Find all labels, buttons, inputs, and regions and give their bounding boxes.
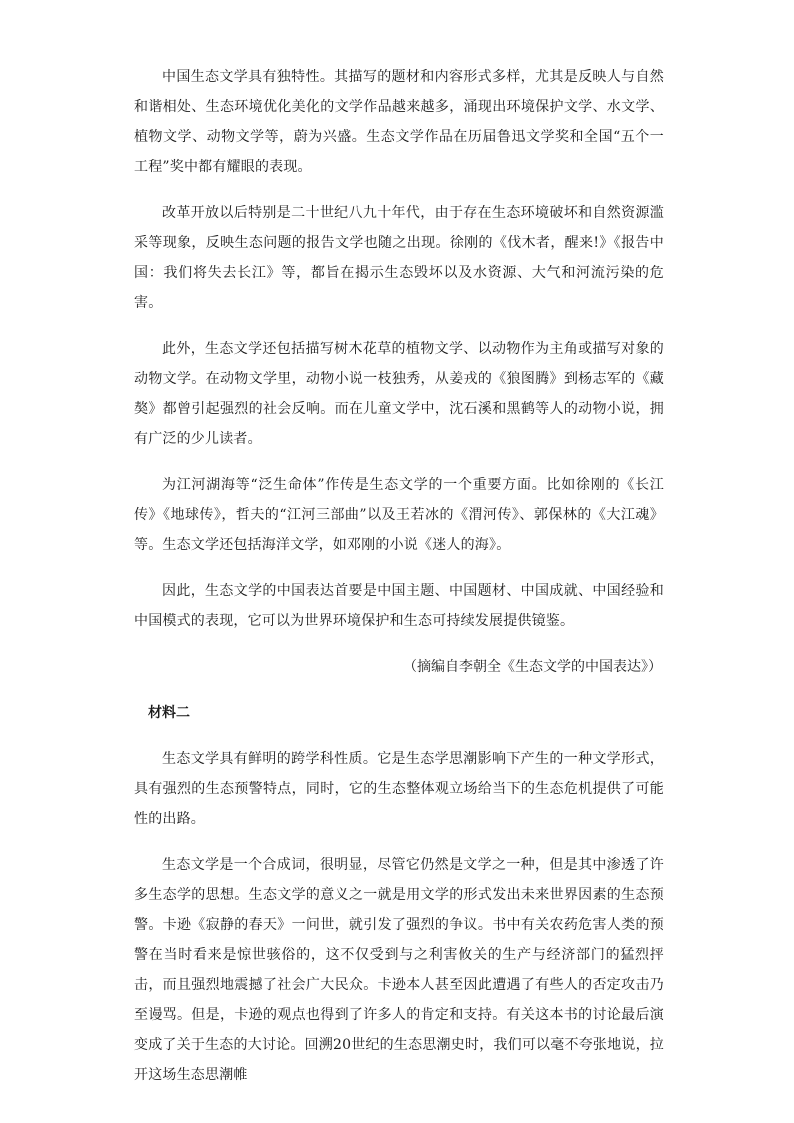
paragraph: 因此，生态文学的中国表达首要是中国主题、中国题材、中国成就、中国经验和中国模式的表现，它可以为世界环境保护和生态可持续发展提供镜鉴。 [134, 583, 664, 629]
paragraph: 生态文学是一个合成词，很明显，尽管它仍然是文学之一种，但是其中渗透了许多生态学的思想。生态文学的意义之一就是用文学的形式发出未来世界因素的生态预警。卡逊《寂静的春天》一问世，就引发了强烈的争议。书中有关农药危害人类的预警在当时看来是惊世骇俗的，这不仅受到与之利害攸关的生产与经济部门的猛烈抨击，而且强烈地震撼了社会广大民众。卡逊本人甚至因此遭遇了有些人的否定攻击乃至谩骂。但是，卡逊的观点也得到了许多人的肯定和支持。有关这本书的讨论最后演变成了关于生态的大讨论。回溯20世纪的生态思潮史时，我们可以毫不夸张地说，拉开这场生态思潮帷 [134, 857, 664, 1083]
paragraph: 为江河湖海等“泛生命体”作传是生态文学的一个重要方面。比如徐刚的《长江传》《地球传》，哲夫的“江河三部曲”以及王若冰的《渭河传》、郭保林的《大江魂》等。生态文学还包括海洋文学，如邓刚的小说《迷人的海》。 [134, 477, 664, 553]
source-citation: （摘编自李朝全《生态文学的中国表达》） [403, 659, 662, 675]
paragraph: 改革开放以后特别是二十世纪八九十年代，由于存在生态环境破坏和自然资源滥采等现象，反映生态问题的报告文学也随之出现。徐刚的《伐木者，醒来!》《报告中国：我们将失去长江》等，都旨在揭示生态毁坏以及水资源、大气和河流污染的危害。 [134, 205, 664, 311]
paragraph: 中国生态文学具有独特性。其描写的题材和内容形式多样，尤其是反映人与自然和谐相处、生态环境优化美化的文学作品越来越多，涌现出环境保护文学、水文学、植物文学、动物文学等，蔚为兴盛。生态文学作品在历届鲁迅文学奖和全国“五个一工程”奖中都有耀眼的表现。 [134, 69, 664, 175]
article-body [134, 62, 664, 1090]
paragraph: 此外，生态文学还包括描写树木花草的植物文学、以动物作为主角或描写对象的动物文学。在动物文学里，动物小说一枝独秀，从姜戎的《狼图腾》到杨志军的《藏獒》都曾引起强烈的社会反响。而在儿童文学中，沈石溪和黑鹤等人的动物小说，拥有广泛的少儿读者。 [134, 341, 664, 447]
section-heading: 材料二 [148, 705, 190, 721]
paragraph: 生态文学具有鲜明的跨学科性质。它是生态学思潮影响下产生的一种文学形式，具有强烈的生态预警特点，同时，它的生态整体观立场给当下的生态危机提供了可能性的出路。 [134, 751, 664, 827]
